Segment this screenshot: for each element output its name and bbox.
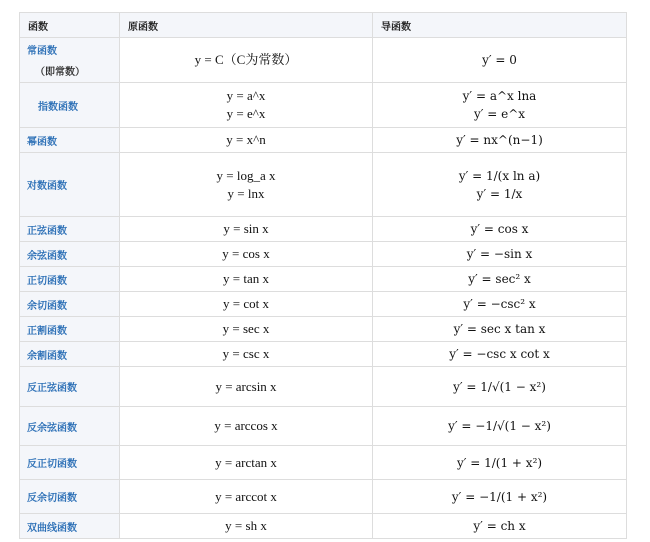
- original-cell: [120, 83, 373, 128]
- function-name-cell: [20, 367, 120, 407]
- function-name-cell: [20, 38, 120, 83]
- original-cell: [120, 267, 373, 292]
- original-formula: y = lnx: [227, 185, 265, 201]
- table-row: [20, 480, 627, 514]
- function-name-cell: [20, 480, 120, 514]
- table-row: [20, 38, 627, 83]
- original-cell: [120, 407, 373, 446]
- original-formula: y = sh x: [225, 518, 267, 533]
- derivative-cell: [373, 242, 627, 267]
- function-name: 幂函数: [27, 136, 57, 148]
- derivative-formula: y′ = 0: [482, 53, 517, 67]
- function-name: 指数函数: [38, 101, 78, 113]
- derivative-cell: [373, 407, 627, 446]
- original-formula: y = cos x: [222, 246, 270, 261]
- table-row: [20, 367, 627, 407]
- derivative-formula: y′ = a^x lna: [462, 89, 537, 103]
- derivative-formula: y′ = 1/(x ln a): [458, 168, 541, 183]
- original-cell: [120, 128, 373, 153]
- header-row: [20, 13, 627, 38]
- function-name-cell: [20, 242, 120, 267]
- function-name-cell: [20, 128, 120, 153]
- original-cell: [120, 446, 373, 480]
- original-formula: y = arccot x: [215, 488, 277, 504]
- derivative-formula: y′ = ch x: [473, 519, 526, 533]
- table-row: [20, 128, 627, 153]
- derivative-formula: y′ = −csc² x: [463, 297, 536, 311]
- function-name: 正切函数: [27, 275, 67, 287]
- derivative-table: [19, 12, 627, 539]
- derivative-cell: [373, 128, 627, 153]
- derivative-formula: y′ = 1/x: [476, 186, 523, 201]
- derivative-formula: y′ = 1/√(1 − x²): [453, 379, 546, 394]
- derivative-formula: y′ = 1/(1 + x²): [456, 455, 543, 470]
- original-formula: y = x^n: [226, 132, 266, 147]
- derivative-formula: y′ = −1/√(1 − x²): [448, 419, 551, 433]
- derivative-formula: y′ = e^x: [473, 107, 526, 121]
- derivative-cell: [373, 153, 627, 217]
- original-cell: [120, 153, 373, 217]
- derivative-cell: [373, 217, 627, 242]
- function-name: 反余切函数: [27, 493, 77, 504]
- table-row: [20, 514, 627, 539]
- function-name-cell: [20, 83, 120, 128]
- function-name: 余割函数: [27, 350, 67, 362]
- function-name-cell: [20, 407, 120, 446]
- function-name-cell: [20, 514, 120, 539]
- original-formula: y = sec x: [222, 321, 270, 336]
- original-cell: [120, 342, 373, 367]
- derivative-cell: [373, 38, 627, 83]
- function-name-cell: [20, 292, 120, 317]
- original-formula: y = C（C为常数）: [194, 52, 298, 67]
- table-row: [20, 217, 627, 242]
- table-row: [20, 407, 627, 446]
- derivative-formula: y′ = nx^(n−1): [456, 133, 543, 147]
- table-row: [20, 242, 627, 267]
- derivative-formula: y′ = sec² x: [468, 272, 531, 286]
- original-cell: [120, 242, 373, 267]
- header-derivative: 导函数: [373, 13, 627, 38]
- function-name: 常函数: [27, 46, 57, 57]
- table-row: [20, 267, 627, 292]
- original-cell: [120, 317, 373, 342]
- original-formula: y = e^x: [226, 106, 266, 121]
- function-name: 余弦函数: [27, 250, 67, 262]
- function-name-cell: [20, 267, 120, 292]
- original-formula: y = arcsin x: [215, 378, 277, 394]
- function-name-cell: [20, 446, 120, 480]
- function-name: 余切函数: [27, 300, 67, 312]
- derivative-cell: [373, 480, 627, 514]
- original-formula: y = log_a x: [216, 167, 276, 183]
- function-name: 反正切函数: [27, 459, 77, 470]
- original-cell: [120, 217, 373, 242]
- original-cell: [120, 292, 373, 317]
- original-formula: y = arctan x: [215, 454, 277, 470]
- function-name-cell: [20, 153, 120, 217]
- function-name: 反正弦函数: [27, 383, 77, 394]
- original-formula: y = a^x: [226, 88, 266, 103]
- original-formula: y = csc x: [222, 346, 270, 361]
- original-cell: [120, 514, 373, 539]
- table-row: [20, 153, 627, 217]
- derivative-formula: y′ = cos x: [470, 222, 529, 236]
- table-row: [20, 83, 627, 128]
- derivative-cell: [373, 514, 627, 539]
- table-row: [20, 317, 627, 342]
- original-formula: y = cot x: [223, 296, 269, 311]
- function-name: 双曲线函数: [27, 522, 77, 534]
- original-cell: [120, 367, 373, 407]
- table-row: [20, 342, 627, 367]
- header-original: 原函数: [120, 13, 373, 38]
- function-name-cell: [20, 342, 120, 367]
- original-cell: [120, 38, 373, 83]
- function-note: （即常数）: [35, 67, 85, 78]
- derivative-cell: [373, 267, 627, 292]
- original-cell: [120, 480, 373, 514]
- function-name: 对数函数: [27, 181, 67, 192]
- derivative-cell: [373, 317, 627, 342]
- function-name: 正割函数: [27, 325, 67, 337]
- derivative-formula: y′ = −csc x cot x: [449, 347, 550, 361]
- derivative-cell: [373, 446, 627, 480]
- function-name: 正弦函数: [27, 225, 67, 237]
- derivative-cell: [373, 292, 627, 317]
- derivative-formula: y′ = sec x tan x: [453, 322, 546, 336]
- derivative-cell: [373, 367, 627, 407]
- table-row: [20, 446, 627, 480]
- original-formula: y = tan x: [223, 271, 269, 286]
- derivative-formula: y′ = −sin x: [466, 247, 533, 261]
- function-name: 反余弦函数: [27, 422, 77, 434]
- header-function: 函数: [20, 13, 120, 38]
- derivative-cell: [373, 342, 627, 367]
- original-formula: y = arccos x: [214, 418, 278, 433]
- derivative-formula: y′ = −1/(1 + x²): [451, 489, 548, 504]
- original-formula: y = sin x: [223, 221, 269, 236]
- function-name-cell: [20, 317, 120, 342]
- table-row: [20, 292, 627, 317]
- derivative-cell: [373, 83, 627, 128]
- function-name-cell: [20, 217, 120, 242]
